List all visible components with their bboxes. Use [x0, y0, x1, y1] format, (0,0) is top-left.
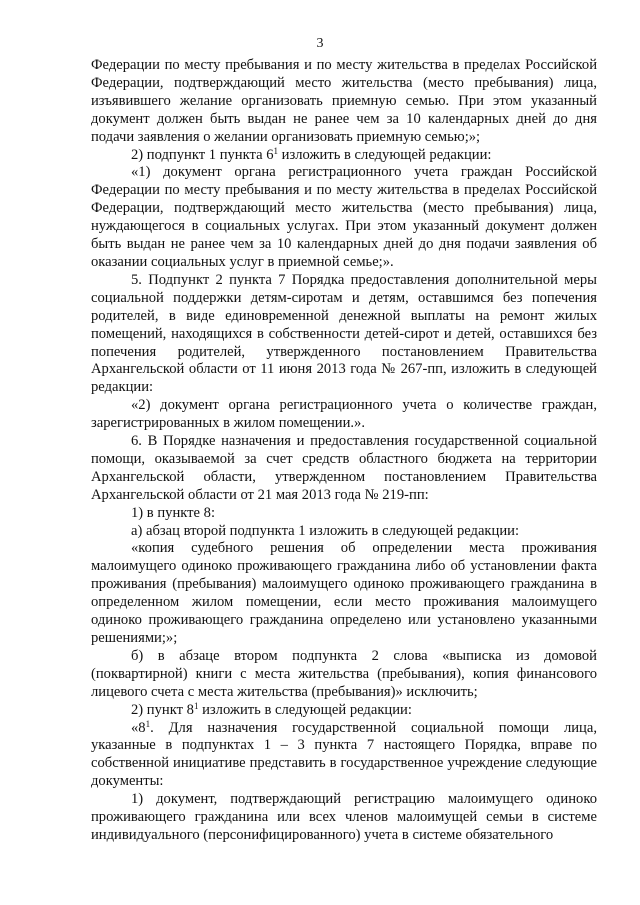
paragraph-doc-1: 1) документ, подтверждающий регистрацию малоимущего одиноко проживающего гражданина или всех членов малоимущей семьи в системе индивидуального (персонифицированного) учета в системе обязательного	[91, 791, 597, 843]
paragraph-quote-court: «копия судебного решения об определении места проживания малоимущего одиноко проживающего гражданина либо об установлении факта проживания (пребывания) малоимущего одиноко проживающего гражданина в определенном жилом помещении, если место проживания малоимущего одиноко проживающего гражданина определено или установлено указанными решениями;»;	[91, 540, 597, 646]
paragraph-subitem-b: б) в абзаце втором подпункта 2 слова «выписка из домовой (поквартирной) книги с места жительства (пребывания), копия финансового лицевого счета с места жительства (пребывания)» исключить;	[91, 647, 597, 700]
paragraph-item-5: 5. Подпункт 2 пункта 7 Порядка предоставления дополнительной меры социальной поддержки детям-сиротам и детям, оставшимся без попечения родителей, в виде единовременной денежной выплаты на ремонт жилых помещений, находящихся в собственности детей-сирот и детей, оставшихся без попечения родителей, утвержденного постановлением Правительства Архангельской области от 11 июня 2013 года № 267-пп, изложить в следующей редакции:	[91, 271, 597, 396]
paragraph-quote-2: «2) документ органа регистрационного учета о количестве граждан, зарегистрированных в жилом помещении.».	[91, 397, 597, 432]
document-body	[91, 57, 597, 845]
paragraph-subitem-1: 1) в пункте 8:	[131, 504, 216, 521]
paragraph-quote-8-1: «$8^1$. Для назначения государственной социальной помощи лица, указанные в подпунктах 1 – 3 пункта 7 настоящего Порядка, вправе по собственной инициативе представить в государственное учреждение следующие документы:	[91, 718, 597, 790]
paragraph-subitem-a: а) абзац второй подпункта 1 изложить в следующей редакции:	[131, 522, 520, 539]
paragraph-quote-document: «1) документ органа регистрационного учета граждан Российской Федерации по месту пребывания и по месту жительства в пределах Российской Федерации, подтверждающий место жительства (место пребывания) лица, нуждающегося в социальных услугах. При этом указанный документ должен быть выдан не ранее чем за 10 календарных дней до дня подачи заявления об оказании социальных услуг в приемной семье;».	[91, 164, 597, 270]
paragraph-continuation: Федерации по месту пребывания и по месту жительства в пределах Российской Федерации, подтверждающий место жительства (место пребывания) лица, изъявившего желание организовать приемную семью. При этом указанный документ должен быть выдан не ранее чем за 10 календарных дней до дня подачи заявления о желании организовать приемную семью;»;	[91, 57, 597, 145]
paragraph-item-6: 6. В Порядке назначения и предоставления государственной социальной помощи, оказываемой за счет средств областного бюджета на территории Архангельской области, утвержденном постановлением Правительства Архангельской области от 21 мая 2013 года № 219-пп:	[91, 433, 597, 503]
paragraph-subitem-2: 2) пункт $8^1$ изложить в следующей редакции:	[131, 700, 412, 718]
paragraph-item-2: 2) подпункт 1 пункта $6^1$ изложить в следующей редакции:	[131, 145, 492, 163]
page-number: 3	[316, 36, 324, 51]
